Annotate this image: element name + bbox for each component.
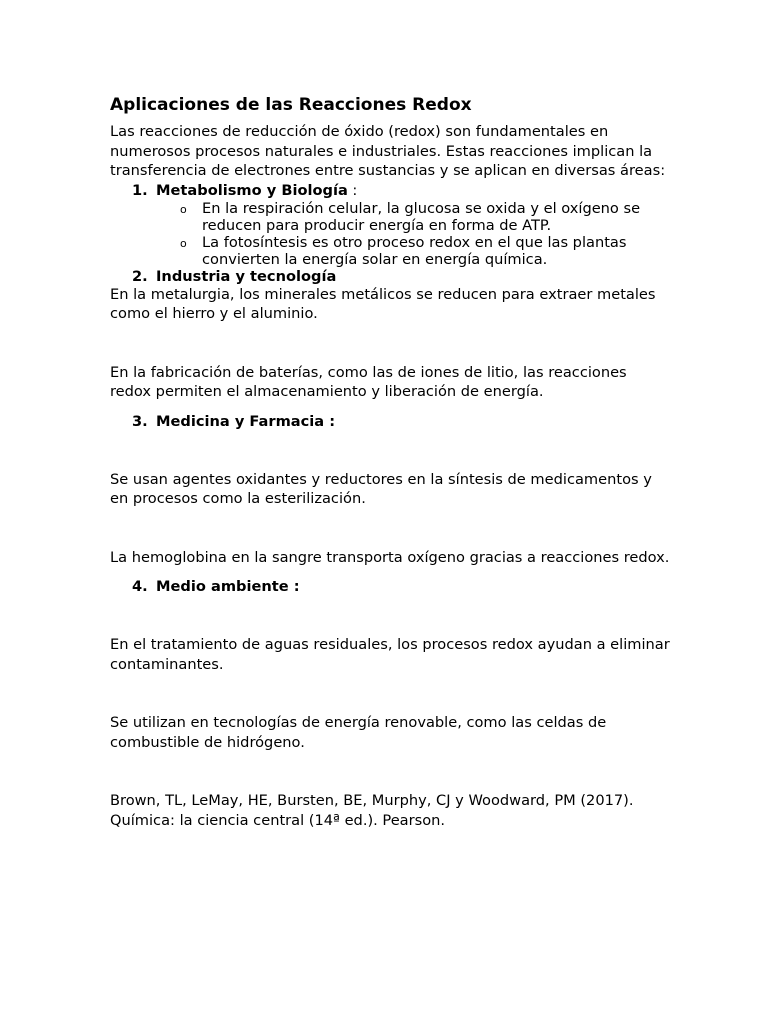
- section-title: Metabolismo y Biología: [156, 181, 348, 199]
- bullet-text: La fotosíntesis es otro proceso redox en el que las plantas convierten la energía solar en energía química.: [202, 233, 627, 268]
- section-title: Medicina y Farmacia :: [156, 412, 336, 430]
- section-1-heading: [110, 182, 670, 199]
- document-title: Aplicaciones de las Reacciones Redox: [110, 95, 472, 115]
- section-title-suffix: :: [347, 181, 358, 199]
- bullet-text: En la respiración celular, la glucosa se oxida y el oxígeno se reducen para producir energía en forma de ATP.: [202, 199, 641, 234]
- paragraph-gap: [110, 431, 670, 470]
- section-paragraph: En el tratamiento de aguas residuales, los procesos redox ayudan a eliminar contaminantes.: [110, 636, 670, 673]
- section-paragraph: En la fabricación de baterías, como las de iones de litio, las reacciones redox permiten el almacenamiento y liberación de energía.: [110, 363, 627, 400]
- paragraph-gap: [110, 509, 670, 548]
- paragraph-gap: [110, 752, 670, 791]
- paragraph-gap: [110, 324, 670, 363]
- section-number: 4.: [132, 578, 148, 595]
- section-title: Industria y tecnología: [156, 267, 337, 285]
- bullet-item: [110, 234, 670, 268]
- section-paragraph: La hemoglobina en la sangre transporta oxígeno gracias a reacciones redox.: [110, 548, 670, 566]
- paragraph-gap: [110, 596, 670, 635]
- section-paragraph: Se utilizan en tecnologías de energía renovable, como las celdas de combustible de hidrógeno.: [110, 714, 607, 751]
- bullet-icon: o: [180, 202, 187, 216]
- section-3-heading: [110, 412, 670, 431]
- section-number: 3.: [132, 412, 148, 430]
- intro-paragraph: Las reacciones de reducción de óxido (redox) son fundamentales en numerosos procesos naturales e industriales. Estas reacciones implican la transferencia de electrones entre sustancias y se aplican en diversas áreas:: [110, 123, 666, 179]
- section-number: 2.: [132, 267, 148, 285]
- paragraph-gap: [110, 674, 670, 713]
- section-number: 1.: [132, 181, 148, 199]
- paragraph-gap: [110, 402, 670, 412]
- section-paragraph: En la metalurgia, los minerales metálicos se reducen para extraer metales como el hierro y el aluminio.: [110, 285, 656, 322]
- section-2-heading: [110, 268, 670, 285]
- bullet-item: [110, 200, 670, 234]
- paragraph-gap: [110, 567, 670, 577]
- reference-citation: Brown, TL, LeMay, HE, Bursten, BE, Murphy, CJ y Woodward, PM (2017). Química: la ciencia central (14ª ed.). Pearson.: [110, 792, 634, 829]
- section-title: Medio ambiente :: [156, 578, 300, 595]
- section-paragraph: Se usan agentes oxidantes y reductores en la síntesis de medicamentos y en procesos como la esterilización.: [110, 470, 652, 507]
- document-page: [110, 94, 670, 830]
- section-4-heading: [110, 577, 670, 596]
- bullet-icon: o: [180, 236, 187, 250]
